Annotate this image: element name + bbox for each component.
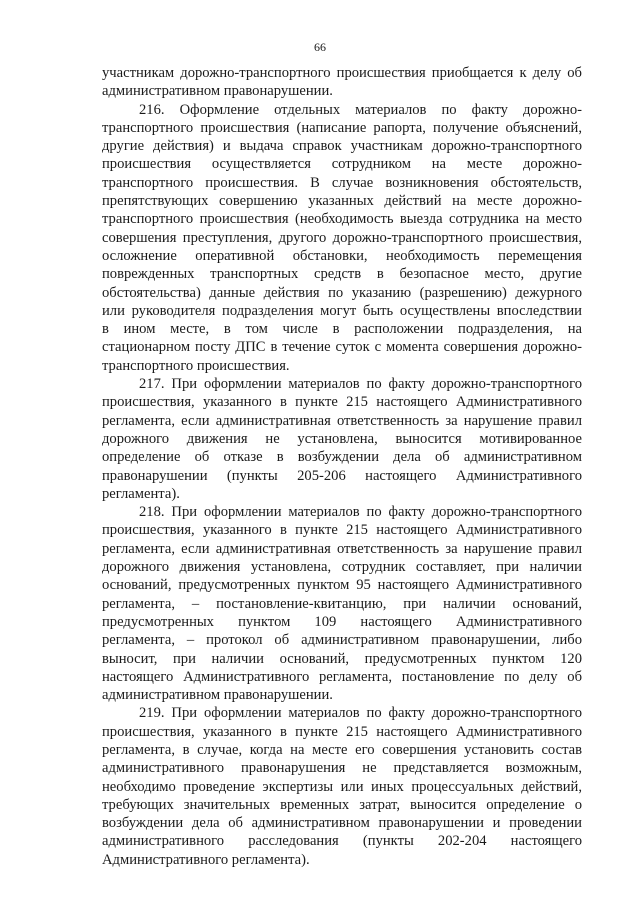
text-line: происшествия, указанного в пункте 215 настоящего Административного bbox=[102, 522, 582, 539]
page-number: 66 bbox=[314, 40, 326, 54]
text-line: поврежденных транспортных средств в безопасное место, другие bbox=[102, 266, 582, 283]
text-line: происшествия осуществляется сотрудником на месте дорожно- bbox=[102, 156, 582, 173]
text-line: административного расследования (пункты 202-204 настоящего bbox=[102, 833, 582, 850]
text-line: регламента, – протокол об административном правонарушении, либо bbox=[102, 632, 582, 649]
text-line: предусмотренных пунктом 109 настоящего Административного bbox=[102, 613, 582, 630]
text-line: административном правонарушении. bbox=[102, 83, 333, 100]
text-line: регламента). bbox=[102, 485, 180, 502]
text-line: дорожного движения не установлена, выносится мотивированное bbox=[102, 430, 582, 447]
document-body bbox=[102, 64, 582, 869]
paragraph bbox=[102, 64, 582, 101]
paragraph-217 bbox=[102, 375, 582, 503]
text-line: возбуждении дела об административном правонарушении и проведении bbox=[102, 815, 582, 832]
text-line: транспортного происшествия (необходимость выезда сотрудника на место bbox=[102, 211, 582, 228]
paragraph-216 bbox=[102, 101, 582, 375]
text-line: происшествия, указанного в пункте 215 настоящего Административного bbox=[102, 394, 582, 411]
text-line: административном правонарушении. bbox=[102, 687, 333, 704]
text-line: другие действия) и выдача справок участникам дорожно-транспортного bbox=[102, 138, 582, 155]
text-line: транспортного происшествия (написание рапорта, получение объяснений, bbox=[102, 119, 582, 136]
text-line: или руководителя подразделения могут быть осуществлены впоследствии bbox=[102, 302, 582, 319]
paragraph-219 bbox=[102, 704, 582, 869]
text-line: обстоятельства) данные действия по указанию (разрешению) дежурного bbox=[102, 284, 582, 301]
text-line: транспортного происшествия. bbox=[102, 357, 290, 374]
text-line: выносит, при наличии оснований, предусмотренных пунктом 120 bbox=[102, 650, 582, 667]
text-line: настоящего Административного регламента, постановление по делу об bbox=[102, 668, 582, 685]
text-line: транспортного происшествия. В случае возникновения обстоятельств, bbox=[102, 174, 582, 191]
text-line: определение об отказе в возбуждении дела об административном bbox=[102, 449, 582, 466]
text-line: оснований, предусмотренных пунктом 95 настоящего Административного bbox=[102, 577, 582, 594]
text-line: регламента, в случае, когда на месте его совершения установить состав bbox=[102, 741, 582, 758]
text-line: правонарушении (пункты 205-206 настоящего Административного bbox=[102, 467, 582, 484]
paragraph-218 bbox=[102, 503, 582, 704]
text-line: осложнение оперативной обстановки, необходимость перемещения bbox=[102, 247, 582, 264]
text-line: совершения преступления, другого дорожно-транспортного происшествия, bbox=[102, 229, 582, 246]
text-line: 217. При оформлении материалов по факту дорожно-транспортного bbox=[139, 376, 582, 393]
text-line: Административного регламента). bbox=[102, 851, 310, 868]
text-line: участникам дорожно-транспортного происшествия приобщается к делу об bbox=[102, 65, 582, 81]
text-line: стационарном посту ДПС в течение суток с момента совершения дорожно- bbox=[102, 339, 582, 356]
text-line: в ином месте, в том числе в расположении подразделения, на bbox=[102, 321, 582, 338]
text-line: административного правонарушения не представляется возможным, bbox=[102, 760, 582, 777]
text-line: необходимо проведение экспертизы или иных процессуальных действий, bbox=[102, 778, 582, 795]
text-line: дорожного движения установлена, сотрудник составляет, при наличии bbox=[102, 559, 582, 576]
text-line: происшествия, указанного в пункте 215 настоящего Административного bbox=[102, 723, 582, 740]
text-line: регламента, если административная ответственность за нарушение правил bbox=[102, 540, 582, 557]
text-line: 216. Оформление отдельных материалов по факту дорожно- bbox=[139, 101, 582, 118]
text-line: регламента, если административная ответственность за нарушение правил bbox=[102, 412, 582, 429]
text-line: 219. При оформлении материалов по факту дорожно-транспортного bbox=[139, 705, 582, 722]
text-line: препятствующих совершению указанных действий на месте дорожно- bbox=[102, 193, 582, 210]
text-line: регламента, – постановление-квитанцию, при наличии оснований, bbox=[102, 595, 582, 612]
text-line: 218. При оформлении материалов по факту дорожно-транспортного bbox=[139, 504, 582, 521]
text-line: требующих значительных временных затрат, выносится определение о bbox=[102, 796, 582, 813]
